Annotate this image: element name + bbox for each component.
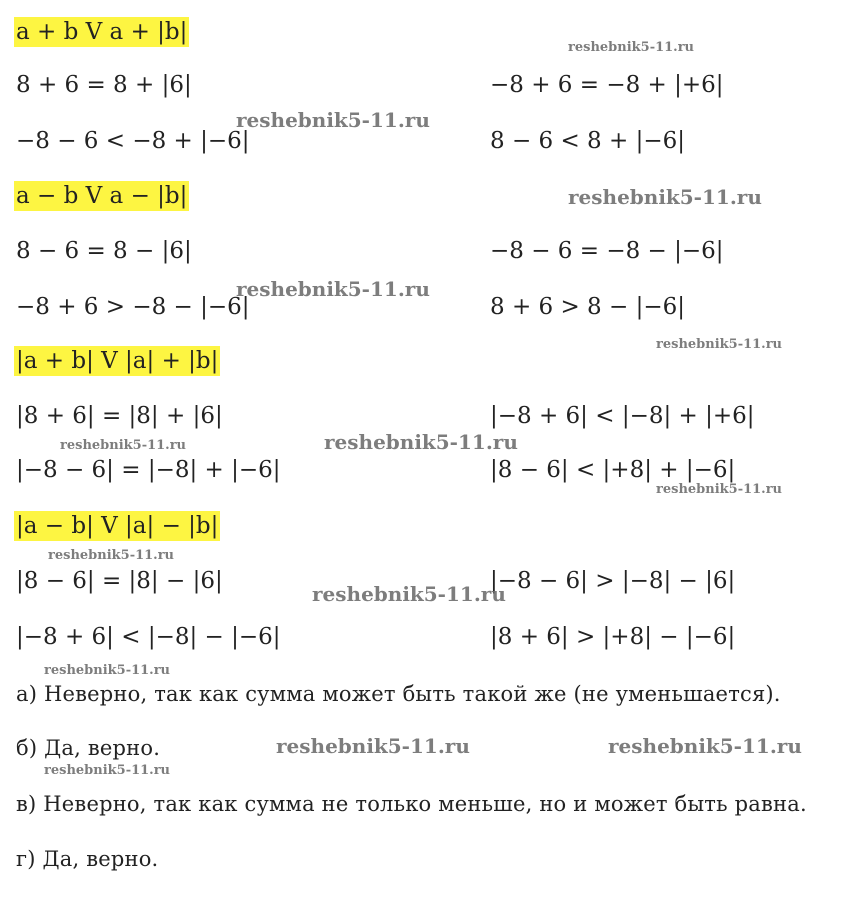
watermark: reshebnik5-11.ru — [44, 663, 171, 678]
expression-left: −8 − 6 < −8 + |−6| — [16, 128, 250, 154]
expression-left: −8 + 6 > −8 − |−6| — [16, 294, 250, 320]
expression-right: 8 + 6 > 8 − |−6| — [490, 294, 685, 320]
expression-right: −8 + 6 = −8 + |+6| — [490, 72, 724, 98]
answer-g: г) Да, верно. — [16, 847, 159, 871]
expression-left: |8 − 6| = |8| − |6| — [16, 568, 223, 594]
answer-a: а) Неверно, так как сумма может быть такой же (не уменьшается). — [16, 682, 781, 706]
section-header-3: |a + b| V |a| + |b| — [16, 348, 219, 374]
expression-right: 8 − 6 < 8 + |−6| — [490, 128, 685, 154]
answer-v: в) Неверно, так как сумма не только меньше, но и может быть равна. — [16, 792, 807, 816]
answer-b: б) Да, верно. — [16, 736, 161, 760]
expression-left: |−8 − 6| = |−8| + |−6| — [16, 457, 281, 483]
watermark: reshebnik5-11.ru — [48, 548, 175, 563]
expression-right: |8 − 6| < |+8| + |−6| — [490, 457, 736, 483]
watermark: reshebnik5-11.ru — [60, 438, 187, 453]
expression-right: |8 + 6| > |+8| − |−6| — [490, 624, 736, 650]
watermark: reshebnik5-11.ru — [44, 763, 171, 778]
watermark: reshebnik5-11.ru — [656, 337, 783, 352]
section-header-4: |a − b| V |a| − |b| — [16, 513, 219, 539]
expression-left: |−8 + 6| < |−8| − |−6| — [16, 624, 281, 650]
expression-right: −8 − 6 = −8 − |−6| — [490, 238, 724, 264]
expression-left: 8 − 6 = 8 − |6| — [16, 238, 192, 264]
watermark: reshebnik5-11.ru — [236, 108, 430, 132]
section-header-1: a + b V a + |b| — [16, 19, 188, 45]
section-header-2: a − b V a − |b| — [16, 183, 188, 209]
watermark: reshebnik5-11.ru — [608, 734, 802, 758]
expression-right: |−8 + 6| < |−8| + |+6| — [490, 403, 755, 429]
expression-left: 8 + 6 = 8 + |6| — [16, 72, 192, 98]
expression-left: |8 + 6| = |8| + |6| — [16, 403, 223, 429]
watermark: reshebnik5-11.ru — [276, 734, 470, 758]
watermark: reshebnik5-11.ru — [312, 582, 506, 606]
watermark: reshebnik5-11.ru — [568, 40, 695, 55]
watermark: reshebnik5-11.ru — [656, 482, 783, 497]
watermark: reshebnik5-11.ru — [324, 430, 518, 454]
watermark: reshebnik5-11.ru — [236, 277, 430, 301]
watermark: reshebnik5-11.ru — [568, 185, 762, 209]
expression-right: |−8 − 6| > |−8| − |6| — [490, 568, 736, 594]
